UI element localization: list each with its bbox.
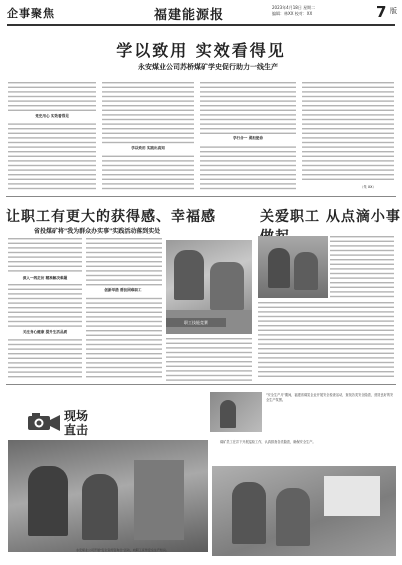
text-line <box>302 156 394 157</box>
text-line <box>102 128 194 129</box>
text-line <box>8 110 96 111</box>
text-line <box>200 179 296 180</box>
text-line <box>102 137 194 138</box>
photo-figure <box>232 482 266 544</box>
text-line <box>86 371 162 372</box>
text-line <box>330 291 394 292</box>
text-line <box>102 119 194 120</box>
text-line <box>8 160 96 161</box>
photo-figure <box>82 474 118 540</box>
text-line <box>302 151 394 152</box>
text-line <box>166 352 252 353</box>
text-line <box>86 252 162 253</box>
text-line <box>330 268 394 269</box>
feature-title-line2: 直击 <box>64 423 89 437</box>
text-line <box>86 256 162 257</box>
text-line <box>302 169 394 170</box>
text-line <box>8 312 82 313</box>
text-line <box>200 91 296 92</box>
text-line <box>200 119 296 120</box>
text-line <box>200 183 296 184</box>
story1-col4-heading: 学行合一 勇担使命 <box>232 136 263 140</box>
story1-col3-heading: 学以致用 实践出真知 <box>131 146 165 150</box>
photo-banner <box>324 476 380 516</box>
text-line <box>8 179 96 180</box>
text-line <box>258 316 394 317</box>
person-figure-2 <box>294 252 318 290</box>
text-line <box>8 371 82 372</box>
feature-photo-main <box>8 440 208 552</box>
text-line <box>86 339 162 340</box>
story2-photo-label: 职工技能竞赛 <box>166 318 226 327</box>
text-line <box>330 273 394 274</box>
text-line <box>86 312 162 313</box>
text-line <box>330 254 394 255</box>
text-line <box>86 358 162 359</box>
text-line <box>8 302 82 303</box>
text-line <box>258 371 394 372</box>
text-line <box>8 105 96 106</box>
text-line <box>8 266 82 267</box>
text-line <box>8 165 96 166</box>
text-line <box>302 179 394 180</box>
text-line <box>102 188 194 189</box>
text-line <box>8 243 82 244</box>
text-line <box>166 366 252 367</box>
text-line <box>102 87 194 88</box>
text-line <box>8 316 82 317</box>
text-line <box>258 366 394 367</box>
text-line <box>258 353 394 354</box>
text-line <box>102 105 194 106</box>
text-line <box>86 270 162 271</box>
text-line <box>86 325 162 326</box>
text-line <box>200 105 296 106</box>
text-line <box>8 123 96 124</box>
text-line <box>200 156 296 157</box>
text-line <box>302 133 394 134</box>
text-line <box>302 100 394 101</box>
text-line <box>8 156 96 157</box>
text-line <box>8 367 82 368</box>
text-line <box>8 284 82 285</box>
text-line <box>166 338 252 339</box>
text-line <box>102 169 194 170</box>
text-line <box>166 356 252 357</box>
text-line <box>102 142 194 143</box>
text-line <box>8 362 82 363</box>
text-line <box>102 114 194 115</box>
text-line <box>200 87 296 88</box>
text-line <box>302 114 394 115</box>
text-line <box>258 339 394 340</box>
photo-figure <box>220 400 236 428</box>
text-line <box>200 188 296 189</box>
story2-subheadline: 省投煤矿将"我为群众办实事"实践活动落到实处 <box>34 228 161 235</box>
text-line <box>166 379 252 380</box>
story2-headline: 让职工有更大的获得感、幸福感 <box>6 209 216 225</box>
text-line <box>200 110 296 111</box>
photo-figure <box>28 466 68 536</box>
text-line <box>200 114 296 115</box>
text-line <box>102 100 194 101</box>
text-line <box>302 160 394 161</box>
page-number: 7 <box>376 3 387 21</box>
page-label: 版 <box>390 7 397 15</box>
text-line <box>258 362 394 363</box>
text-line <box>86 238 162 239</box>
text-line <box>258 307 394 308</box>
text-line <box>200 174 296 175</box>
text-line <box>200 165 296 166</box>
text-line <box>8 87 96 88</box>
text-line <box>200 160 296 161</box>
text-line <box>200 146 296 147</box>
text-line <box>258 302 394 303</box>
text-line <box>86 279 162 280</box>
text-line <box>86 353 162 354</box>
photo-figure <box>276 488 310 546</box>
text-line <box>166 347 252 348</box>
text-line <box>302 137 394 138</box>
text-line <box>86 243 162 244</box>
text-line <box>86 362 162 363</box>
text-line <box>302 96 394 97</box>
text-line <box>8 252 82 253</box>
text-line <box>8 376 82 377</box>
text-line <box>166 370 252 371</box>
text-line <box>258 376 394 377</box>
text-line <box>330 259 394 260</box>
text-line <box>8 151 96 152</box>
text-line <box>302 110 394 111</box>
text-line <box>86 284 162 285</box>
text-line <box>200 96 296 97</box>
text-line <box>8 247 82 248</box>
text-line <box>86 307 162 308</box>
issue-editor: 编辑：林XX 校对：XX <box>272 11 313 16</box>
story2-heading-1: 深入一线走访 精准解决难题 <box>22 276 68 280</box>
text-line <box>8 261 82 262</box>
text-line <box>8 137 96 138</box>
text-line <box>302 87 394 88</box>
text-line <box>8 188 96 189</box>
text-line <box>102 179 194 180</box>
text-line <box>86 367 162 368</box>
text-line <box>86 261 162 262</box>
text-line <box>302 105 394 106</box>
text-line <box>8 307 82 308</box>
text-line <box>86 275 162 276</box>
text-line <box>86 321 162 322</box>
worker-figure-2 <box>210 262 244 310</box>
text-line <box>8 348 82 349</box>
text-line <box>102 96 194 97</box>
person-figure <box>268 248 290 288</box>
feature-title <box>64 409 88 437</box>
text-line <box>166 375 252 376</box>
issue-date: 2023年4月18日 星期二 <box>272 5 316 10</box>
text-line <box>86 247 162 248</box>
text-line <box>302 142 394 143</box>
text-line <box>258 311 394 312</box>
text-line <box>8 146 96 147</box>
text-line <box>102 110 194 111</box>
text-line <box>8 339 82 340</box>
text-line <box>330 282 394 283</box>
text-line <box>302 128 394 129</box>
text-line <box>8 133 96 134</box>
section-divider-1 <box>6 196 396 197</box>
text-line <box>86 302 162 303</box>
feature-caption-bottom: 永安煤业公司开展"安全宣传咨询日"活动，向职工宣传安全生产知识。 <box>76 548 169 552</box>
feature-photo-right <box>212 466 396 556</box>
story3-headline: 关爱职工 从点滴小事 <box>260 209 401 225</box>
text-line <box>102 160 194 161</box>
text-line <box>258 348 394 349</box>
text-line <box>102 133 194 134</box>
text-line <box>86 335 162 336</box>
section-name: 企事聚焦 <box>7 7 55 20</box>
text-line <box>200 100 296 101</box>
story2-heading-3: 创新举措 帮扶困难职工 <box>104 288 142 292</box>
text-line <box>102 156 194 157</box>
text-line <box>258 320 394 321</box>
text-line <box>8 128 96 129</box>
text-line <box>86 344 162 345</box>
camera-icon <box>24 410 62 434</box>
text-line <box>86 376 162 377</box>
text-line <box>8 293 82 294</box>
text-line <box>8 358 82 359</box>
text-line <box>8 321 82 322</box>
feature-caption-top: "安全生产月"期间，福建省煤炭企业开展安全检查活动，查找各类安全隐患，营造良好的安全生产氛围。 <box>266 393 394 402</box>
text-line <box>200 128 296 129</box>
feature-caption-mid: 煤矿员工在井下开展巡检工作，认真排查各类隐患，确保安全生产。 <box>220 440 316 444</box>
text-line <box>8 325 82 326</box>
text-line <box>166 361 252 362</box>
text-line <box>330 287 394 288</box>
text-line <box>302 146 394 147</box>
story2-heading-2: 关注身心健康 提升生活品质 <box>22 330 68 334</box>
text-line <box>8 183 96 184</box>
text-line <box>8 174 96 175</box>
feature-photo-1 <box>210 392 262 432</box>
text-line <box>8 298 82 299</box>
text-line <box>102 183 194 184</box>
text-line <box>86 266 162 267</box>
photo-equipment <box>134 460 184 540</box>
text-line <box>330 296 394 297</box>
story1-col2-heading: 党史用心 实效看得见 <box>35 114 69 118</box>
text-line <box>330 250 394 251</box>
text-line <box>330 264 394 265</box>
text-line <box>86 330 162 331</box>
text-line <box>302 123 394 124</box>
text-line <box>86 316 162 317</box>
text-line <box>302 165 394 166</box>
text-line <box>8 353 82 354</box>
text-line <box>302 91 394 92</box>
masthead-logo: 福建能源报 <box>154 8 225 23</box>
text-line <box>102 165 194 166</box>
text-line <box>166 343 252 344</box>
text-line <box>200 133 296 134</box>
text-line <box>102 123 194 124</box>
text-line <box>8 91 96 92</box>
text-line <box>8 289 82 290</box>
text-line <box>200 82 296 83</box>
text-line <box>302 174 394 175</box>
text-line <box>8 100 96 101</box>
text-line <box>86 298 162 299</box>
story3-photo <box>258 236 328 298</box>
text-line <box>8 344 82 345</box>
text-line <box>200 123 296 124</box>
section-divider-2 <box>6 384 396 385</box>
text-line <box>8 82 96 83</box>
story1-headline: 学以致用 实效看得见 <box>116 41 286 60</box>
worker-figure <box>174 250 204 300</box>
text-line <box>86 348 162 349</box>
text-line <box>8 238 82 239</box>
text-line <box>8 270 82 271</box>
text-line <box>102 91 194 92</box>
text-line <box>8 142 96 143</box>
story1-subheadline: 永安煤业公司苏桥煤矿学史促行助力一线生产 <box>138 63 278 71</box>
text-line <box>258 357 394 358</box>
text-line <box>258 325 394 326</box>
text-line <box>8 96 96 97</box>
text-line <box>8 256 82 257</box>
text-line <box>330 277 394 278</box>
text-line <box>302 119 394 120</box>
text-line <box>8 169 96 170</box>
text-line <box>302 82 394 83</box>
text-line <box>258 334 394 335</box>
text-line <box>258 330 394 331</box>
text-line <box>102 174 194 175</box>
text-line <box>200 151 296 152</box>
text-line <box>102 82 194 83</box>
text-line <box>258 343 394 344</box>
feature-title-line1: 现场 <box>64 409 89 423</box>
story1-byline: （朱 XX） <box>360 185 376 189</box>
text-line <box>200 169 296 170</box>
